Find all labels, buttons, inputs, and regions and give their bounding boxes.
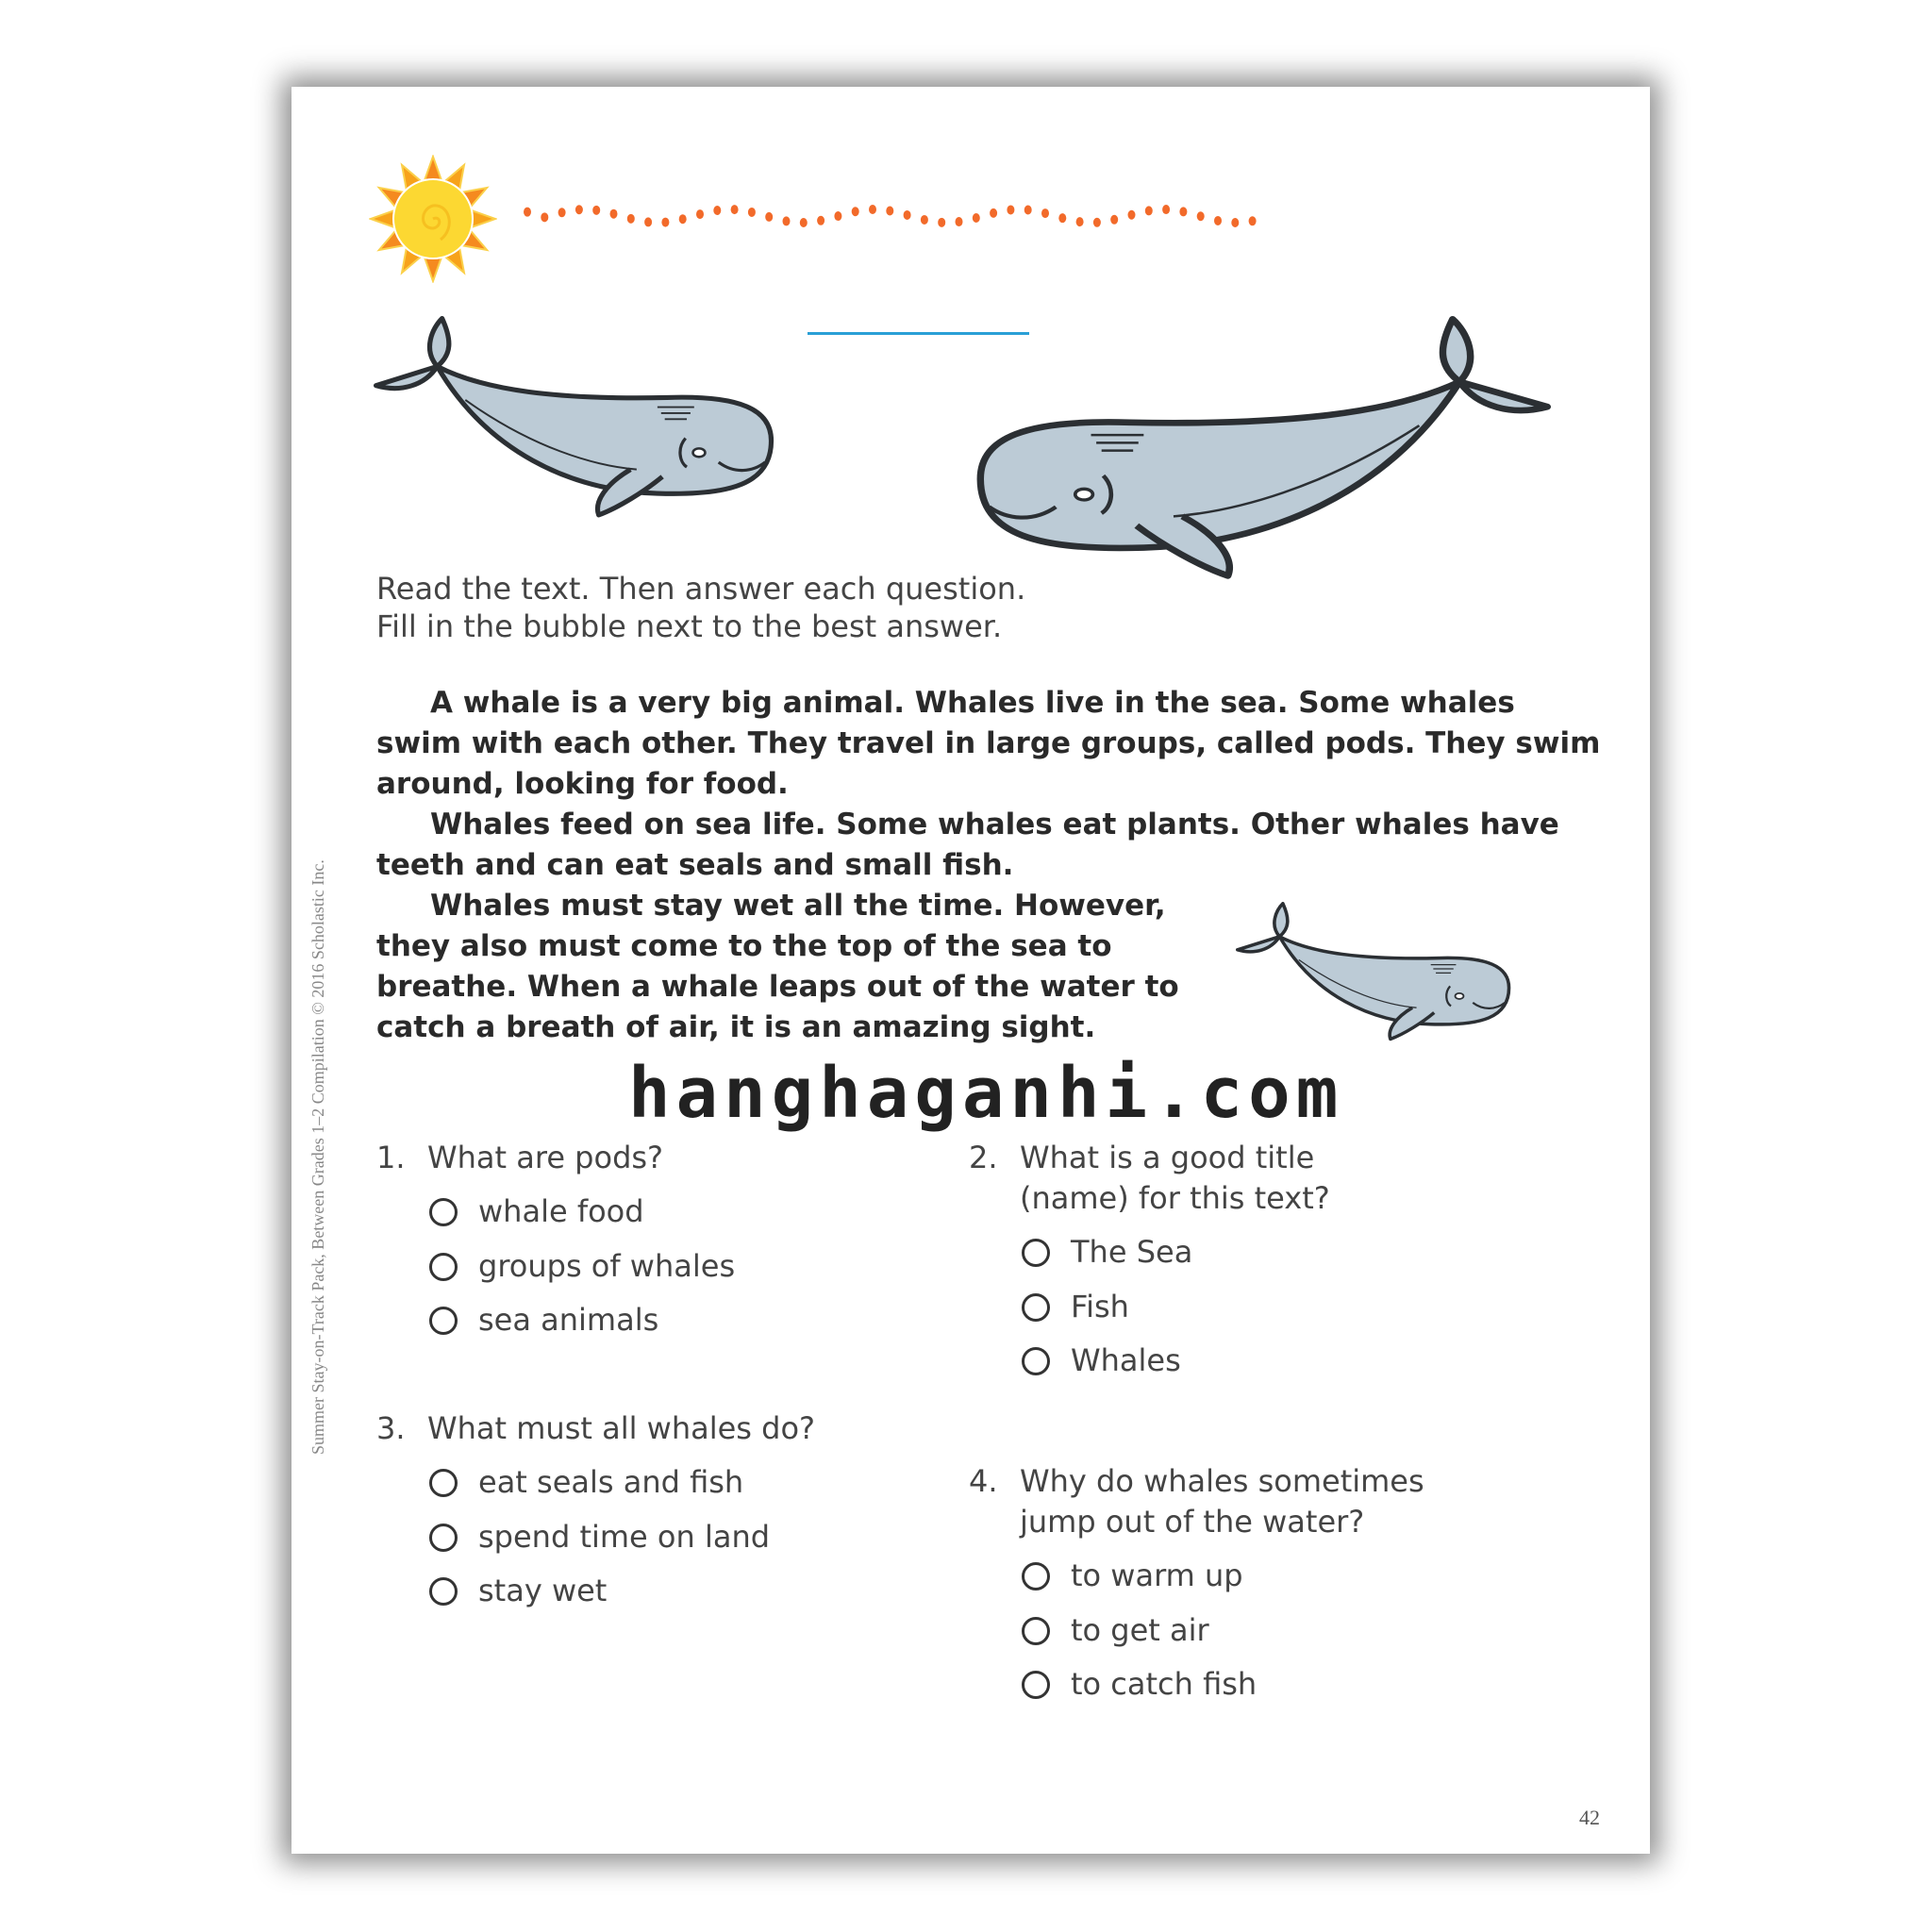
- answer-option-label: to catch fish: [1071, 1666, 1257, 1702]
- instruction-line: Read the text. Then answer each question.: [376, 571, 1026, 607]
- answer-option-label: to get air: [1071, 1611, 1209, 1648]
- question-text: What are pods?: [427, 1140, 664, 1175]
- dot: [1058, 213, 1066, 223]
- dot: [696, 209, 704, 219]
- page-number: 42: [1579, 1806, 1600, 1829]
- dot: [852, 207, 859, 216]
- dot: [558, 208, 566, 217]
- dot: [1197, 211, 1205, 221]
- instruction-line: Fill in the bubble next to the best answer.: [376, 608, 1003, 644]
- dot: [1214, 216, 1222, 225]
- dot: [1145, 206, 1153, 215]
- dot: [1231, 218, 1239, 227]
- dot: [748, 208, 756, 217]
- dot: [1128, 210, 1136, 220]
- passage-line: breathe. When a whale leaps out of the water to: [376, 970, 1179, 1004]
- passage-line: they also must come to the top of the sea to: [376, 929, 1112, 963]
- watermark: hanghaganhi.com: [628, 1053, 1344, 1134]
- answer-bubble[interactable]: [1022, 1671, 1050, 1699]
- answer-option-label: to warm up: [1071, 1557, 1243, 1593]
- dot: [973, 213, 980, 223]
- answer-bubble[interactable]: [429, 1469, 458, 1497]
- copyright-notice: Summer Stay-on-Track Pack, Between Grades 1–2 Compilation © 2016 Scholastic Inc.: [308, 859, 327, 1455]
- dot: [783, 216, 791, 225]
- dot: [1162, 205, 1170, 214]
- answer-option-label: stay wet: [478, 1573, 608, 1608]
- dot: [592, 206, 600, 215]
- answer-bubble[interactable]: [429, 1307, 458, 1335]
- answer-option-label: spend time on land: [478, 1518, 771, 1555]
- dot: [886, 207, 893, 216]
- question-number: 3.: [376, 1410, 406, 1446]
- dot: [1179, 207, 1187, 216]
- dot: [1249, 216, 1257, 225]
- dot: [904, 210, 911, 220]
- answer-option-label: groups of whales: [478, 1247, 736, 1284]
- dot: [800, 218, 808, 227]
- passage-line: A whale is a very big animal. Whales live in the sea. Some whales: [430, 686, 1515, 720]
- answer-option-label: eat seals and fish: [478, 1464, 744, 1500]
- dot: [834, 211, 841, 221]
- answer-bubble[interactable]: [1022, 1617, 1050, 1645]
- dot: [1007, 205, 1014, 214]
- whale-illustration: [374, 316, 777, 520]
- question-text: Why do whales sometimes: [1020, 1463, 1424, 1499]
- whale-illustration: [1236, 902, 1513, 1042]
- answer-bubble[interactable]: [429, 1198, 458, 1226]
- passage-line: Whales must stay wet all the time. However,: [430, 889, 1166, 923]
- dot: [1041, 208, 1049, 218]
- passage-line: teeth and can eat seals and small fish.: [376, 848, 1014, 882]
- answer-option-label: whale food: [478, 1193, 644, 1229]
- question-text: (name) for this text?: [1020, 1180, 1330, 1216]
- dot: [765, 212, 773, 222]
- dot: [1093, 218, 1101, 227]
- dot: [938, 218, 945, 227]
- answer-bubble[interactable]: [429, 1253, 458, 1281]
- passage-line: Whales feed on sea life. Some whales eat plants. Other whales have: [430, 808, 1559, 841]
- dot: [731, 205, 739, 214]
- question-number: 1.: [376, 1140, 406, 1175]
- answer-bubble[interactable]: [1022, 1562, 1050, 1591]
- sun-icon: [369, 155, 497, 283]
- answer-bubble[interactable]: [1022, 1347, 1050, 1375]
- answer-option-label: Fish: [1071, 1288, 1129, 1324]
- passage-line: catch a breath of air, it is an amazing sight.: [376, 1010, 1096, 1044]
- answer-bubble[interactable]: [1022, 1239, 1050, 1267]
- answer-option-label: The Sea: [1071, 1234, 1193, 1270]
- worksheet-page: [291, 87, 1650, 1854]
- answer-bubble[interactable]: [1022, 1293, 1050, 1322]
- dot: [1024, 206, 1032, 215]
- question-number: 4.: [969, 1463, 998, 1499]
- dot: [661, 218, 669, 227]
- dot: [921, 215, 928, 225]
- dot: [1076, 217, 1084, 226]
- question-number: 2.: [969, 1140, 998, 1175]
- dot: [644, 217, 652, 226]
- answer-bubble[interactable]: [429, 1524, 458, 1552]
- question-text: What is a good title: [1020, 1140, 1315, 1175]
- passage-line: around, looking for food.: [376, 767, 789, 801]
- dot: [541, 212, 548, 222]
- dot: [990, 208, 997, 218]
- dot: [524, 208, 531, 217]
- answer-option-label: sea animals: [478, 1302, 659, 1338]
- dot: [627, 214, 635, 224]
- dot: [610, 209, 618, 219]
- question-text: What must all whales do?: [427, 1410, 816, 1446]
- dot: [869, 205, 876, 214]
- answer-bubble[interactable]: [429, 1577, 458, 1606]
- dot: [575, 205, 583, 214]
- decorative-dotted-wave: [518, 195, 1273, 242]
- passage-line: swim with each other. They travel in large groups, called pods. They swim: [376, 726, 1601, 760]
- dot: [679, 214, 687, 224]
- dot: [1110, 215, 1118, 225]
- whale-illustration: [972, 316, 1551, 582]
- question-text: jump out of the water?: [1020, 1504, 1365, 1540]
- dot: [713, 206, 721, 215]
- dot: [956, 217, 963, 226]
- answer-option-label: Whales: [1071, 1342, 1181, 1378]
- dot: [817, 216, 824, 225]
